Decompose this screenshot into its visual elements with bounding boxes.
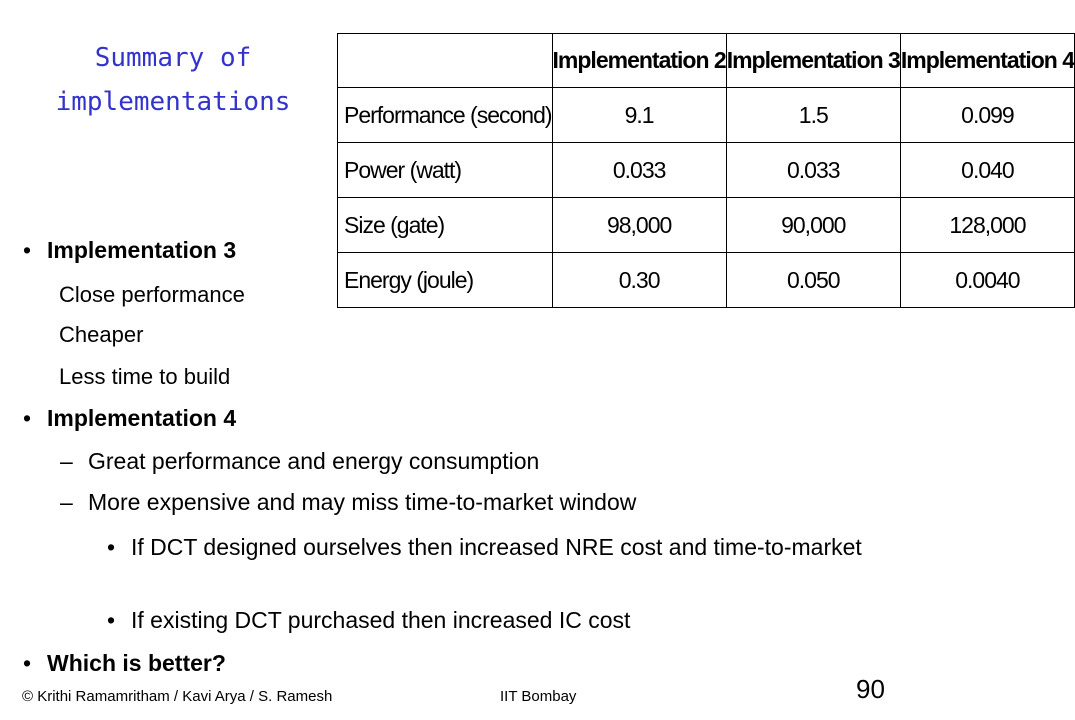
- slide-title-line1: Summary of: [94, 43, 252, 73]
- list-item: [60, 448, 540, 475]
- slide-title: [38, 36, 308, 124]
- table-cell: 9.1: [552, 88, 726, 143]
- dash-marker: –: [60, 448, 73, 474]
- bullet-marker: •: [23, 650, 32, 676]
- table-cell: 1.5: [726, 88, 900, 143]
- dash-marker: –: [60, 489, 73, 515]
- table-cell: 128,000: [900, 198, 1074, 253]
- list-item-text: If DCT designed ourselves then increased NRE cost and time-to-market: [131, 534, 862, 560]
- implementations-table: [337, 33, 1075, 308]
- table-cell: 0.033: [726, 143, 900, 198]
- header-implementation-3: Implementation 3: [726, 34, 900, 88]
- table-cell: 0.033: [552, 143, 726, 198]
- row-label-energy: Energy (joule): [338, 253, 553, 308]
- table-cell: 0.050: [726, 253, 900, 308]
- header-implementation-4: Implementation 4: [900, 34, 1074, 88]
- footer-institute: IIT Bombay: [500, 688, 577, 705]
- bullet-implementation-3: [23, 237, 237, 264]
- row-label-power: Power (watt): [338, 143, 553, 198]
- table-cell: 0.099: [900, 88, 1074, 143]
- list-item: [107, 606, 946, 634]
- list-item: Less time to build: [59, 364, 231, 389]
- bullet-heading: Implementation 3: [47, 237, 237, 263]
- list-item: [60, 489, 637, 516]
- table-cell: 90,000: [726, 198, 900, 253]
- table-cell: 0.30: [552, 253, 726, 308]
- list-item: Cheaper: [59, 322, 144, 347]
- table-cell: 0.040: [900, 143, 1074, 198]
- bullet-implementation-4: [23, 405, 237, 432]
- bullet-marker: •: [23, 237, 32, 263]
- table-row: [338, 198, 1075, 253]
- list-item: Close performance: [59, 282, 245, 307]
- table-row: [338, 143, 1075, 198]
- page-number: 90: [856, 674, 885, 704]
- table-corner-cell: [338, 34, 553, 88]
- list-item-text: Great performance and energy consumption: [88, 448, 540, 474]
- bullet-heading: Which is better?: [47, 650, 226, 676]
- table-cell: 0.0040: [900, 253, 1074, 308]
- list-item-text: If existing DCT purchased then increased IC cost: [131, 607, 631, 633]
- table-row: [338, 253, 1075, 308]
- row-label-performance: Performance (second): [338, 88, 553, 143]
- bullet-question: [23, 650, 226, 677]
- slide-title-line2: implementations: [55, 87, 291, 117]
- table-header-row: [338, 34, 1075, 88]
- table-row: [338, 88, 1075, 143]
- footer-credit: © Krithi Ramamritham / Kavi Arya / S. Ramesh: [22, 688, 333, 705]
- bullet-heading: Implementation 4: [47, 405, 237, 431]
- table-cell: 98,000: [552, 198, 726, 253]
- list-item-text: More expensive and may miss time-to-market window: [88, 489, 637, 515]
- row-label-size: Size (gate): [338, 198, 553, 253]
- bullet-marker: •: [23, 405, 32, 431]
- bullet-marker: •: [107, 607, 116, 633]
- header-implementation-2: Implementation 2: [552, 34, 726, 88]
- bullet-marker: •: [107, 534, 116, 560]
- list-item: [107, 533, 946, 561]
